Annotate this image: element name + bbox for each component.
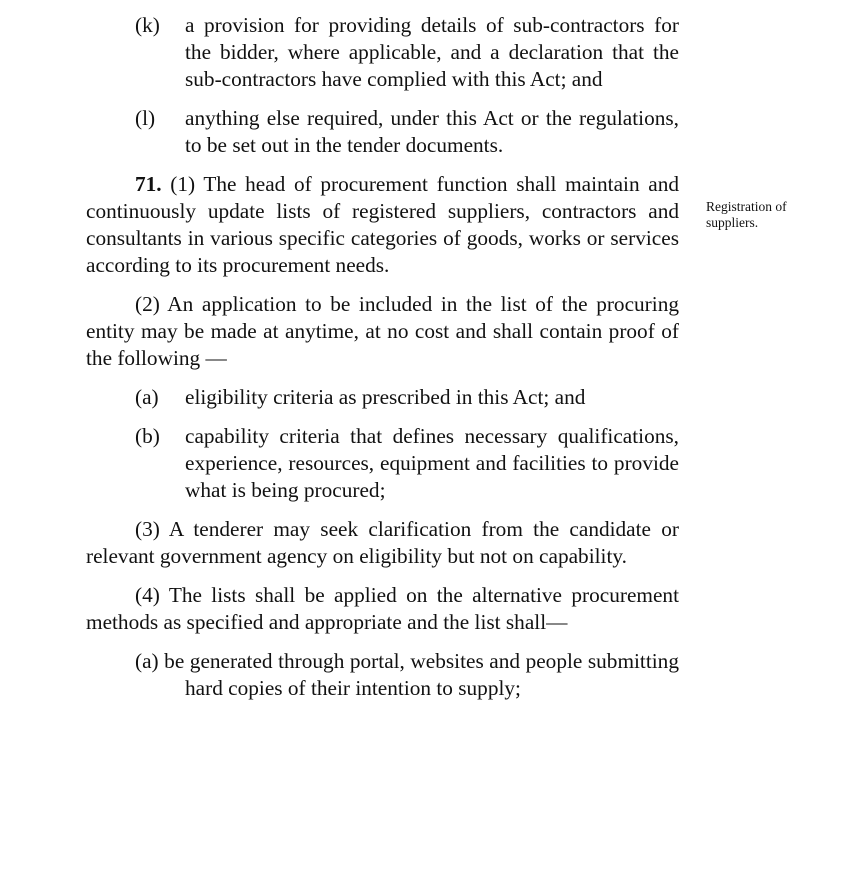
clause-k-label: (k) [135,13,160,37]
subsection-2-item-b-text: capability criteria that defines necessary qualifications, experience, resources, equipment and facilities to provide what is being procured; [185,424,679,502]
clause-l-label: (l) [135,106,156,130]
subsection-2-item-a-text: eligibility criteria as prescribed in this Act; and [185,385,586,409]
clause-l [86,105,679,159]
subsection-2-item-b [86,423,679,504]
subsection-2-item-b-label: (b) [135,424,160,448]
subsection-1-text: (1) The head of procurement function shall maintain and continuously update lists of registered suppliers, contractors and consultants in various specific categories of goods, works or services according to its procurement needs. [86,172,679,277]
subsection-4-item-a-text: be generated through portal, websites and people submitting hard copies of their intention to supply; [164,649,679,700]
subsection-2-item-a [86,384,679,411]
section-71-subsection-2: (2) An application to be included in the list of the procuring entity may be made at anytime, at no cost and shall contain proof of the following — [86,292,679,370]
subsection-4-item-a-label: (a) [135,649,159,673]
section-number: 71. [135,172,162,196]
body-text-column [86,12,679,702]
margin-note-registration: Registration of suppliers. [706,199,787,230]
subsection-4-item-a [86,648,679,702]
section-71-subsection-1 [86,171,679,279]
clause-k [86,12,679,93]
clause-l-text: anything else required, under this Act or the regulations, to be set out in the tender documents. [185,106,679,157]
section-71-subsection-4: (4) The lists shall be applied on the alternative procurement methods as specified and appropriate and the list shall— [86,583,679,634]
section-71-subsection-3: (3) A tenderer may seek clarification from the candidate or relevant government agency on eligibility but not on capability. [86,517,679,568]
subsection-2-item-a-label: (a) [135,385,159,409]
clause-k-text: a provision for providing details of sub-contractors for the bidder, where applicable, and a declaration that the sub-contractors have complied with this Act; and [185,13,679,91]
